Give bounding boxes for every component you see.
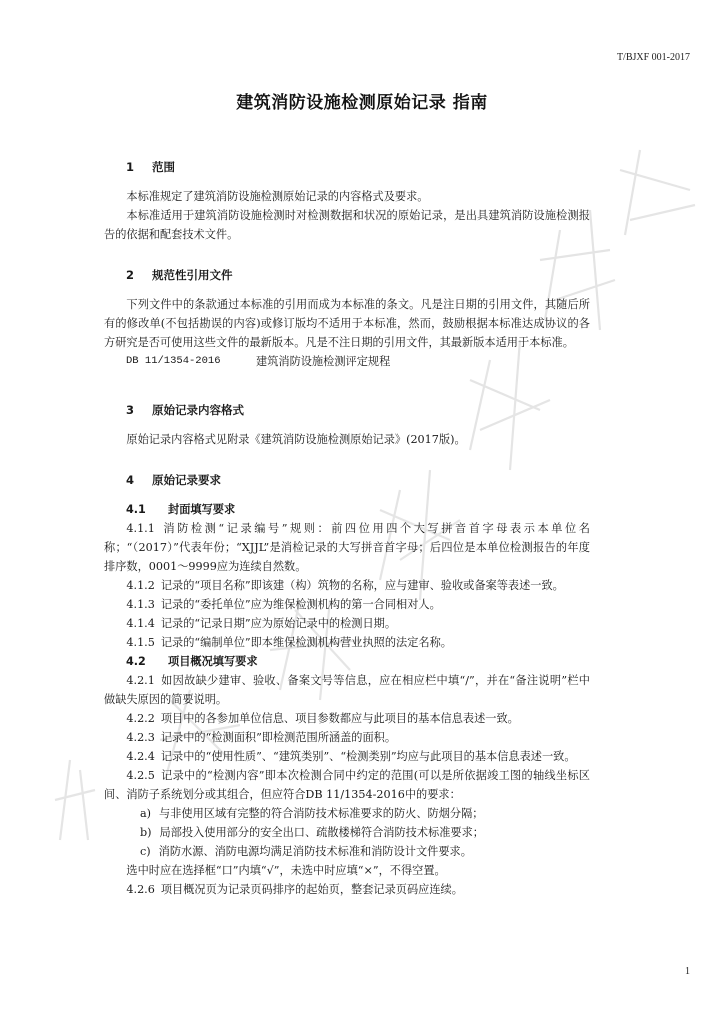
clause (104, 633, 590, 652)
page-number: 1 (685, 966, 690, 977)
section-3-heading (104, 401, 590, 420)
section-title: 原始记录要求 (152, 473, 221, 487)
clause (104, 519, 590, 576)
standard-number: T/BJXF 001-2017 (616, 52, 690, 63)
paragraph: 本标准规定了建筑消防设施检测原始记录的内容格式及要求。 (126, 190, 429, 203)
clause-text: 项目中的各参加单位信息、项目参数都应与此项目的基本信息表述一致。 (160, 712, 519, 725)
paragraph: 原始记录内容格式见附录《建筑消防设施检测原始记录》(2017版)。 (126, 433, 466, 446)
clause-text: 记录的“项目名称”即该建（构）筑物的名称，应与建审、验收或备案等表述一致。 (160, 579, 564, 592)
document-body (104, 158, 590, 899)
clause (104, 728, 590, 747)
subsection-number: 4.2 (126, 655, 146, 668)
clause (104, 747, 590, 766)
clause-number: 4.1.2 (126, 579, 155, 592)
clause-number: 4.2.2 (126, 712, 155, 725)
list-text: 局部投入使用部分的安全出口、疏散楼梯符合消防技术标准要求； (159, 826, 484, 839)
section-number: 3 (126, 403, 135, 417)
document-title: 建筑消防设施检测原始记录 指南 (236, 93, 488, 113)
subsection-4-1-heading (104, 500, 590, 519)
list-item (104, 804, 590, 823)
clause-text: 如因故缺少建审、验收、备案文号等信息，应在相应栏中填“/”，并在“备注说明”栏中做缺失原因的简要说明。 (104, 674, 590, 706)
paragraph: 选中时应在选择框“口”内填“√”，未选中时应填“×”，不得空置。 (126, 864, 446, 877)
clause (104, 709, 590, 728)
section-2-heading (104, 266, 590, 285)
clause-number: 4.1.3 (126, 598, 155, 611)
clause-number: 4.1.1 (126, 522, 155, 535)
clause-text: 记录的“编制单位”即本维保检测机构营业执照的法定名称。 (160, 636, 452, 649)
clause-number: 4.1.4 (126, 617, 155, 630)
clause-text: 项目概况页为记录页码排序的起始页，整套记录页码应连续。 (160, 883, 463, 896)
clause-text: 消防检测“记录编号”规则：前四位用四个大写拼音首字母表示本单位名称；“（2017）”代表年份；“XJJL”是消检记录的大写拼音首字母；后四位是本单位检测报告的年度排序数，0001～9999应为连续自然数。 (104, 522, 590, 573)
section-title: 规范性引用文件 (152, 268, 233, 282)
list-text: 消防水源、消防电源均满足消防技术标准和消防设计文件要求。 (158, 845, 472, 858)
section-number: 2 (126, 268, 135, 282)
subsection-title: 项目概况填写要求 (168, 655, 258, 668)
clause-number: 4.2.1 (126, 674, 155, 687)
list-marker: b) (140, 826, 152, 839)
clause (104, 614, 590, 633)
clause (104, 766, 590, 804)
list-item (104, 842, 590, 861)
subsection-4-2-heading (104, 652, 590, 671)
list-text: 与非使用区域有完整的符合消防技术标准要求的防火、防烟分隔； (159, 807, 484, 820)
list-marker: c) (140, 845, 151, 858)
clause (104, 671, 590, 709)
list-item (104, 823, 590, 842)
reference-code: DB 11/1354-2016 (126, 355, 221, 367)
subsection-number: 4.1 (126, 503, 146, 516)
clause-number: 4.2.3 (126, 731, 155, 744)
clause (104, 595, 590, 614)
section-4-heading (104, 471, 590, 490)
section-number: 4 (126, 473, 135, 487)
paragraph: 下列文件中的条款通过本标准的引用而成为本标准的条文。凡是注日期的引用文件，其随后所有的修改单(不包括勘误的内容)或修订版均不适用于本标准，然而，鼓励根据本标准达成协议的各方研究是否可使用这些文件的最新版本。凡是不注日期的引用文件，其最新版本适用于本标准。 (104, 298, 590, 349)
clause-number: 4.2.4 (126, 750, 155, 763)
paragraph: 本标准适用于建筑消防设施检测时对检测数据和状况的原始记录，是出具建筑消防设施检测报告的依据和配套技术文件。 (104, 209, 590, 241)
clause-number: 4.2.5 (126, 769, 155, 782)
clause-text: 记录中的“检测内容”即本次检测合同中约定的范围(可以是所依据竣工图的轴线坐标区间、消防子系统划分或其组合，但应符合DB 11/1354-2016中的要求： (104, 769, 590, 801)
clause (104, 880, 590, 899)
section-title: 范围 (152, 160, 175, 174)
normative-reference (104, 352, 590, 371)
clause-text: 记录的“记录日期”应为原始记录中的检测日期。 (160, 617, 397, 630)
clause (104, 576, 590, 595)
section-number: 1 (126, 160, 135, 174)
clause-text: 记录的“委托单位”应为维保检测机构的第一合同相对人。 (160, 598, 441, 611)
clause-number: 4.2.6 (126, 883, 155, 896)
section-1-heading (104, 158, 590, 177)
section-title: 原始记录内容格式 (152, 403, 244, 417)
clause-text: 记录中的“检测面积”即检测范围所涵盖的面积。 (160, 731, 397, 744)
reference-title: 建筑消防设施检测评定规程 (256, 355, 391, 368)
clause-number: 4.1.5 (126, 636, 155, 649)
list-marker: a) (140, 807, 152, 820)
clause-text: 记录中的“使用性质”、“建筑类别”、“检测类别”均应与此项目的基本信息表述一致。 (160, 750, 576, 763)
subsection-title: 封面填写要求 (168, 503, 236, 516)
